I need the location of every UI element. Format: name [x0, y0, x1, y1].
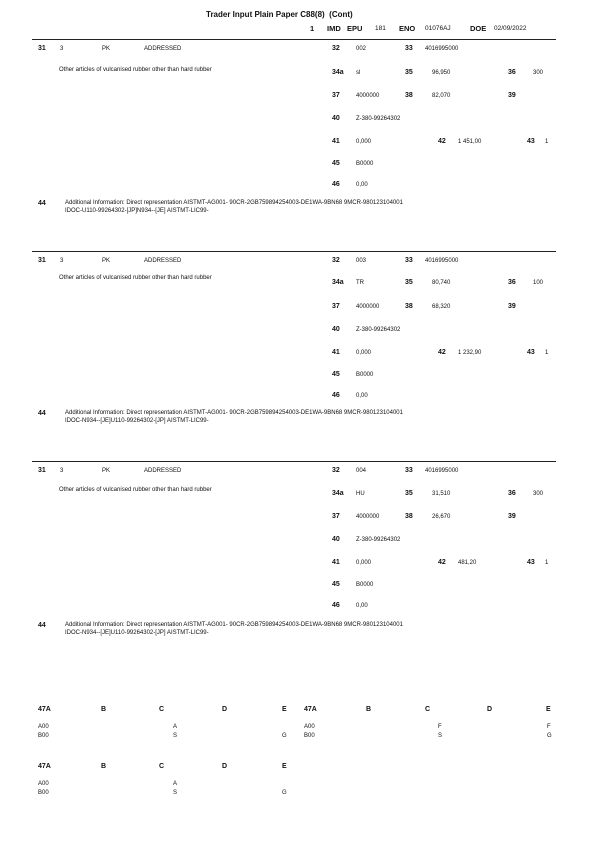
goods-description: Other articles of vulcanised rubber other than hard rubber — [59, 275, 212, 281]
valuation-method: 1 — [545, 560, 549, 566]
gross-mass: 31,510 — [432, 491, 451, 497]
valuation-method: 1 — [545, 350, 549, 356]
box-41-label: 41 — [332, 138, 340, 145]
tax-cell: A — [173, 781, 178, 787]
page-number: 1 — [310, 24, 315, 33]
box-43-label: 43 — [527, 559, 535, 566]
box-43-label: 43 — [527, 138, 535, 145]
tax-cell: B00 — [38, 733, 49, 739]
tax-cell: A00 — [38, 781, 49, 787]
country-of-origin: TR — [356, 280, 364, 286]
box-38-label: 38 — [405, 303, 413, 310]
tax-header-b: B — [101, 706, 107, 713]
eno-value: 01076AJ — [425, 25, 451, 32]
item-price: 481,20 — [458, 560, 477, 566]
box-45-label: 45 — [332, 371, 340, 378]
info-line-1: Additional Information: Direct representation AISTMT-AG001- 90CR-2GB759894254003-DE1WA-9BN68 9MCR-980123104001 — [65, 622, 403, 628]
box-43-label: 43 — [527, 349, 535, 356]
item-number: 002 — [356, 46, 367, 52]
procedure-code: 4000000 — [356, 304, 380, 310]
statistical-value: 0,00 — [356, 182, 368, 188]
item-price: 1 451,00 — [458, 139, 482, 145]
box-40-label: 40 — [332, 536, 340, 543]
preference: 100 — [533, 280, 544, 286]
tax-cell: G — [282, 790, 287, 796]
box-32-label: 32 — [332, 467, 340, 474]
tax-cell: F — [547, 724, 551, 730]
package-quantity: 3 — [60, 258, 64, 264]
gross-mass: 96,950 — [432, 70, 451, 76]
country-of-origin: HU — [356, 491, 365, 497]
item-divider — [32, 39, 556, 40]
box-42-label: 42 — [438, 138, 446, 145]
tax-block-2 — [0, 706, 595, 746]
box-37-label: 37 — [332, 513, 340, 520]
additional-information — [65, 621, 403, 637]
statistical-value: 0,00 — [356, 393, 368, 399]
procedure-code: 4000000 — [356, 93, 380, 99]
info-line-1: Additional Information: Direct representation AISTMT-AG001- 90CR-2GB759894254003-DE1WA-9BN68 9MCR-980123104001 — [65, 200, 403, 206]
epu-label: EPU — [347, 24, 363, 33]
info-line-2: IDOC-N934--[JE]U110-99264302-[JP] AISTMT-LIC99- — [65, 418, 209, 424]
net-mass: 82,070 — [432, 93, 451, 99]
tax-cell: S — [438, 733, 443, 739]
commodity-code: 4016995000 — [425, 258, 459, 264]
previous-document: Z-380-99264302 — [356, 116, 401, 122]
box-40-label: 40 — [332, 115, 340, 122]
item-divider — [32, 461, 556, 462]
info-line-1: Additional Information: Direct representation AISTMT-AG001- 90CR-2GB759894254003-DE1WA-9BN68 9MCR-980123104001 — [65, 410, 403, 416]
box-44-label: 44 — [38, 622, 46, 629]
tax-header-c: C — [159, 706, 165, 713]
box-39-label: 39 — [508, 513, 516, 520]
box-34a-label: 34a — [332, 69, 344, 76]
box-32-label: 32 — [332, 257, 340, 264]
box-37-label: 37 — [332, 303, 340, 310]
box-33-label: 33 — [405, 467, 413, 474]
additional-information — [65, 199, 403, 215]
box-45-label: 45 — [332, 160, 340, 167]
tax-header-b: B — [366, 706, 372, 713]
box-39-label: 39 — [508, 92, 516, 99]
imd-label: IMD — [327, 24, 341, 33]
procedure-code: 4000000 — [356, 514, 380, 520]
marks: ADDRESSED — [144, 468, 182, 474]
supplementary-units: 0,000 — [356, 350, 372, 356]
box-42-label: 42 — [438, 559, 446, 566]
tax-cell: F — [438, 724, 442, 730]
box-36-label: 36 — [508, 490, 516, 497]
box-35-label: 35 — [405, 490, 413, 497]
box-36-label: 36 — [508, 69, 516, 76]
eno-label: ENO — [399, 24, 416, 33]
statistical-value-code: B0000 — [356, 372, 374, 378]
tax-cell: G — [547, 733, 552, 739]
doe-value: 02/09/2022 — [494, 25, 527, 32]
tax-header-c: C — [159, 763, 165, 770]
goods-description: Other articles of vulcanised rubber other than hard rubber — [59, 67, 212, 73]
item-number: 004 — [356, 468, 367, 474]
box-39-label: 39 — [508, 303, 516, 310]
country-of-origin: sl — [356, 70, 361, 76]
statistical-value-code: B0000 — [356, 161, 374, 167]
statistical-value: 0,00 — [356, 603, 368, 609]
box-46-label: 46 — [332, 181, 340, 188]
doe-label: DOE — [470, 24, 487, 33]
item-divider — [32, 251, 556, 252]
tax-header-e: E — [282, 763, 287, 770]
box-33-label: 33 — [405, 45, 413, 52]
valuation-method: 1 — [545, 139, 549, 145]
tax-header-e: E — [546, 706, 551, 713]
preference: 300 — [533, 70, 544, 76]
box-45-label: 45 — [332, 581, 340, 588]
tax-cell: B00 — [304, 733, 315, 739]
box-46-label: 46 — [332, 392, 340, 399]
box-40-label: 40 — [332, 326, 340, 333]
supplementary-units: 0,000 — [356, 139, 372, 145]
package-quantity: 3 — [60, 46, 64, 52]
info-line-2: IDOC-N934--[JE]U110-99264302-[JP] AISTMT-LIC99- — [65, 630, 209, 636]
tax-header-d: D — [222, 763, 228, 770]
item-number: 003 — [356, 258, 367, 264]
net-mass: 68,320 — [432, 304, 451, 310]
tax-block-3 — [0, 763, 300, 803]
box-46-label: 46 — [332, 602, 340, 609]
box-38-label: 38 — [405, 92, 413, 99]
box-44-label: 44 — [38, 200, 46, 207]
tax-header-47a: 47A — [38, 763, 51, 770]
commodity-code: 4016995000 — [425, 46, 459, 52]
info-line-2: IDOC-U110-99264302-[JP]N934--[JE] AISTMT-LIC99- — [65, 208, 209, 214]
tax-header-d: D — [222, 706, 228, 713]
epu-value: 181 — [375, 25, 386, 32]
box-31-label: 31 — [38, 257, 46, 264]
box-38-label: 38 — [405, 513, 413, 520]
tax-cell: A — [173, 724, 178, 730]
item-price: 1 232,90 — [458, 350, 482, 356]
previous-document: Z-380-99264302 — [356, 327, 401, 333]
net-mass: 26,670 — [432, 514, 451, 520]
box-34a-label: 34a — [332, 490, 344, 497]
box-37-label: 37 — [332, 92, 340, 99]
tax-cell: G — [282, 733, 287, 739]
box-35-label: 35 — [405, 69, 413, 76]
box-41-label: 41 — [332, 559, 340, 566]
tax-header-47a: 47A — [38, 706, 51, 713]
tax-header-e: E — [282, 706, 287, 713]
gross-mass: 80,740 — [432, 280, 451, 286]
tax-cell: A00 — [304, 724, 315, 730]
box-31-label: 31 — [38, 45, 46, 52]
tax-header-c: C — [425, 706, 431, 713]
box-44-label: 44 — [38, 410, 46, 417]
tax-header-d: D — [487, 706, 493, 713]
supplementary-units: 0,000 — [356, 560, 372, 566]
statistical-value-code: B0000 — [356, 582, 374, 588]
tax-header-b: B — [101, 763, 107, 770]
previous-document: Z-380-99264302 — [356, 537, 401, 543]
marks: ADDRESSED — [144, 46, 182, 52]
package-quantity: 3 — [60, 468, 64, 474]
package-kind: PK — [102, 46, 111, 52]
box-32-label: 32 — [332, 45, 340, 52]
package-kind: PK — [102, 258, 111, 264]
box-34a-label: 34a — [332, 279, 344, 286]
box-41-label: 41 — [332, 349, 340, 356]
tax-cell: S — [173, 733, 178, 739]
marks: ADDRESSED — [144, 258, 182, 264]
box-36-label: 36 — [508, 279, 516, 286]
tax-header-47a: 47A — [304, 706, 317, 713]
page-title: Trader Input Plain Paper C88(8) (Cont) — [206, 10, 353, 19]
tax-cell: A00 — [38, 724, 49, 730]
box-33-label: 33 — [405, 257, 413, 264]
package-kind: PK — [102, 468, 111, 474]
preference: 300 — [533, 491, 544, 497]
tax-cell: B00 — [38, 790, 49, 796]
goods-description: Other articles of vulcanised rubber other than hard rubber — [59, 487, 212, 493]
additional-information — [65, 409, 403, 425]
box-35-label: 35 — [405, 279, 413, 286]
commodity-code: 4016995000 — [425, 468, 459, 474]
tax-cell: S — [173, 790, 178, 796]
box-42-label: 42 — [438, 349, 446, 356]
box-31-label: 31 — [38, 467, 46, 474]
